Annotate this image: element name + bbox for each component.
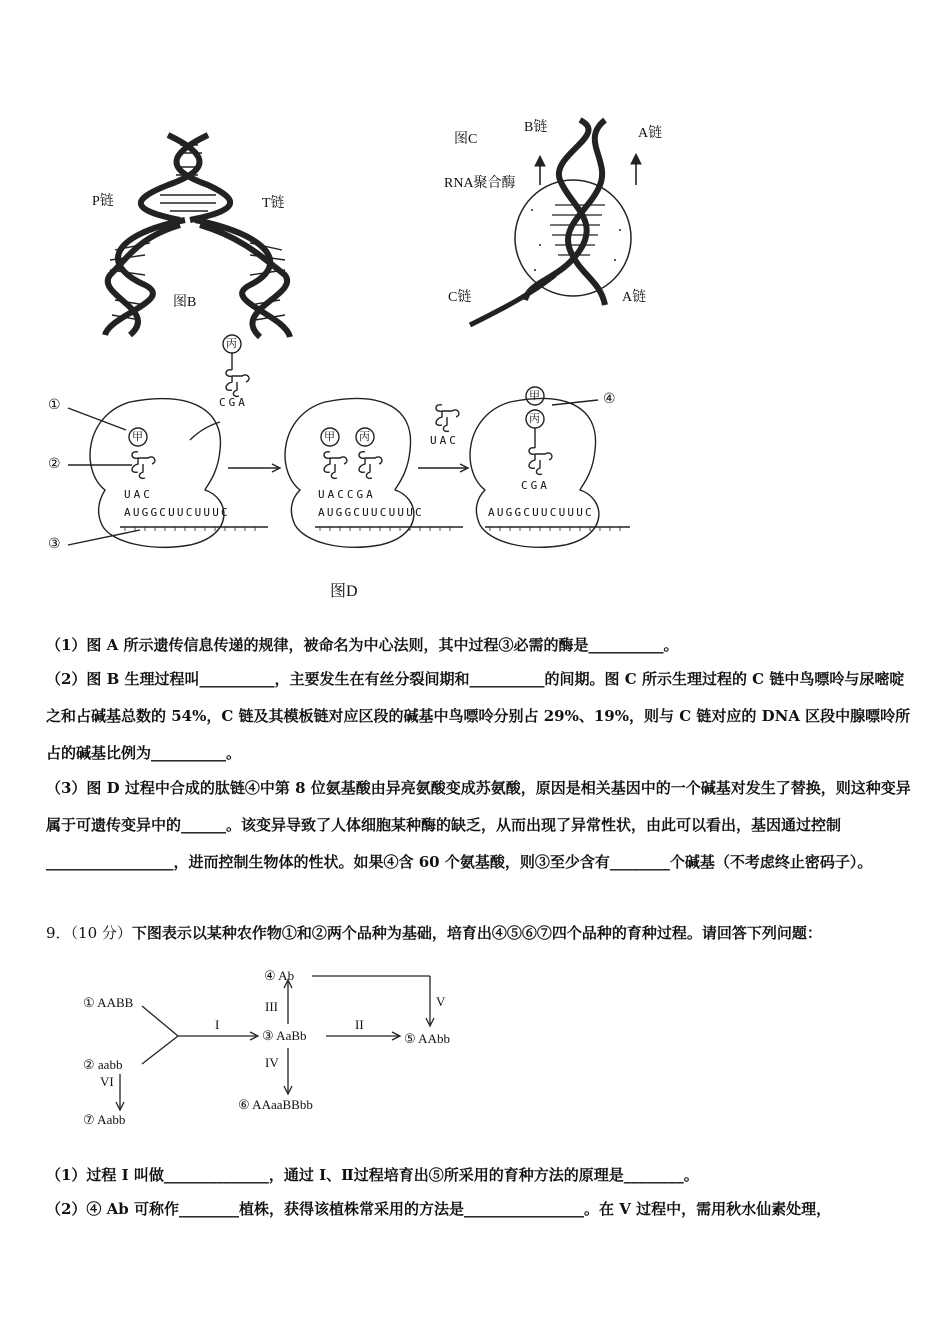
figure-b-dna-replication [90, 125, 310, 350]
q9-part1: （1）过程 I 叫做______________，通过 I、Ⅱ过程培育出⑤所采用的育种方法的原理是________。 [46, 1166, 699, 1184]
figure-d-anticodon-cga-3: CGA [521, 479, 550, 492]
figure-b-caption: 图B [173, 295, 197, 310]
figure-b-t-chain-label: T链 [262, 196, 285, 211]
figure-d-aa-bing-3: 丙 [529, 413, 540, 425]
figure-d-aa-jia-3: 甲 [529, 390, 540, 402]
q8-part1: （1）图 A 所示遗传信息传递的规律，被命名为中心法则，其中过程③必需的酶是__________。 [46, 636, 679, 654]
figure-d-marker-1: ① [48, 398, 61, 413]
breeding-process-II: II [355, 1017, 364, 1032]
figure-d-marker-2: ② [48, 457, 61, 472]
figure-d-anticodon-cga-free: CGA [219, 396, 248, 409]
figure-d-aa-bing-2: 丙 [359, 431, 370, 443]
breeding-process-VI: VI [100, 1074, 114, 1089]
figure-b-p-chain-label: P链 [92, 194, 114, 209]
q9-stem-line [46, 915, 912, 952]
breeding-node-3: ③ AaBb [262, 1028, 307, 1043]
figure-d-marker-3: ③ [48, 537, 61, 552]
figure-c-a-chain-bottom-label: A链 [622, 290, 647, 305]
breeding-node-4: ④ Ab [264, 968, 295, 983]
figure-d-aa-bing-free: 丙 [226, 338, 237, 350]
figure-d-anticodon-uac-free: UAC [430, 434, 459, 447]
figure-c-b-chain-label: B链 [524, 120, 548, 135]
breeding-node-5: ⑤ AAbb [404, 1031, 450, 1046]
figure-d-mrna-3: AUGGCUUCUUUC [488, 506, 594, 519]
figure-d-caption: 图D [330, 583, 358, 600]
q8-part2: （2）图 B 生理过程叫__________，主要发生在有丝分裂间期和__________的间期。图 C 所示生理过程的 C 链中鸟嘌呤与尿嘧啶之和占碱基总数的 54%，C 链及其模板链对应区段的碱基中鸟嘌呤分别占 29%、19%，则与 C 链对应的 DNA 区段中腺嘌呤所占的碱基比例为__________。 [46, 670, 911, 762]
figure-d-mrna-1: AUGGCUUCUUUC [124, 506, 230, 519]
figure-c-rna-polymerase-label: RNA聚合酶 [444, 176, 516, 191]
figure-d-aa-jia-2: 甲 [324, 431, 335, 443]
q9-number: 9．（10 分） [46, 924, 132, 942]
figure-d-aa-jia-1: 甲 [132, 431, 143, 443]
figure-d-marker-4: ④ [603, 392, 616, 407]
q8-part3: （3）图 D 过程中合成的肽链④中第 8 位氨基酸由异亮氨酸变成苏氨酸，原因是相关基因中的一个碱基对发生了替换，则这种变异属于可遗传变异中的______。该变异导致了人体细胞某种酶的缺乏，从而出现了异常性状，由此可以看出，基因通过控制_________________，进而控制生物体的性状。如果④含 60 个氨基酸，则③至少含有________个碱基（不考虑终止密码子）。 [46, 779, 911, 871]
q9-stem: 下图表示以某种农作物①和②两个品种为基础，培育出④⑤⑥⑦四个品种的育种过程。请回答下列问题： [131, 924, 822, 942]
breeding-node-7: ⑦ Aabb [83, 1112, 126, 1127]
figure-d-mrna-2: AUGGCUUCUUUC [318, 506, 424, 519]
q9-part2: （2）④ Ab 可称作________植株，获得该植株常采用的方法是________________。在 V 过程中，需用秋水仙素处理， [46, 1200, 832, 1218]
figure-c-caption: 图C [454, 132, 478, 147]
figure-d-translation [40, 330, 640, 580]
breeding-node-1: ① AABB [83, 995, 134, 1010]
breeding-process-I: I [215, 1017, 220, 1032]
breeding-node-2: ② aabb [83, 1057, 123, 1072]
breeding-process-III: III [265, 999, 278, 1014]
breeding-process-IV: IV [265, 1055, 279, 1070]
breeding-node-6: ⑥ AAaaBBbb [238, 1097, 313, 1112]
figure-d-anticodon-uaccga-2: UACCGA [318, 488, 376, 501]
breeding-process-V: V [436, 994, 446, 1009]
figure-c-c-chain-label: C链 [448, 290, 472, 305]
figure-c-a-chain-top-label: A链 [638, 126, 663, 141]
figure-d-anticodon-uac-1: UAC [124, 488, 153, 501]
